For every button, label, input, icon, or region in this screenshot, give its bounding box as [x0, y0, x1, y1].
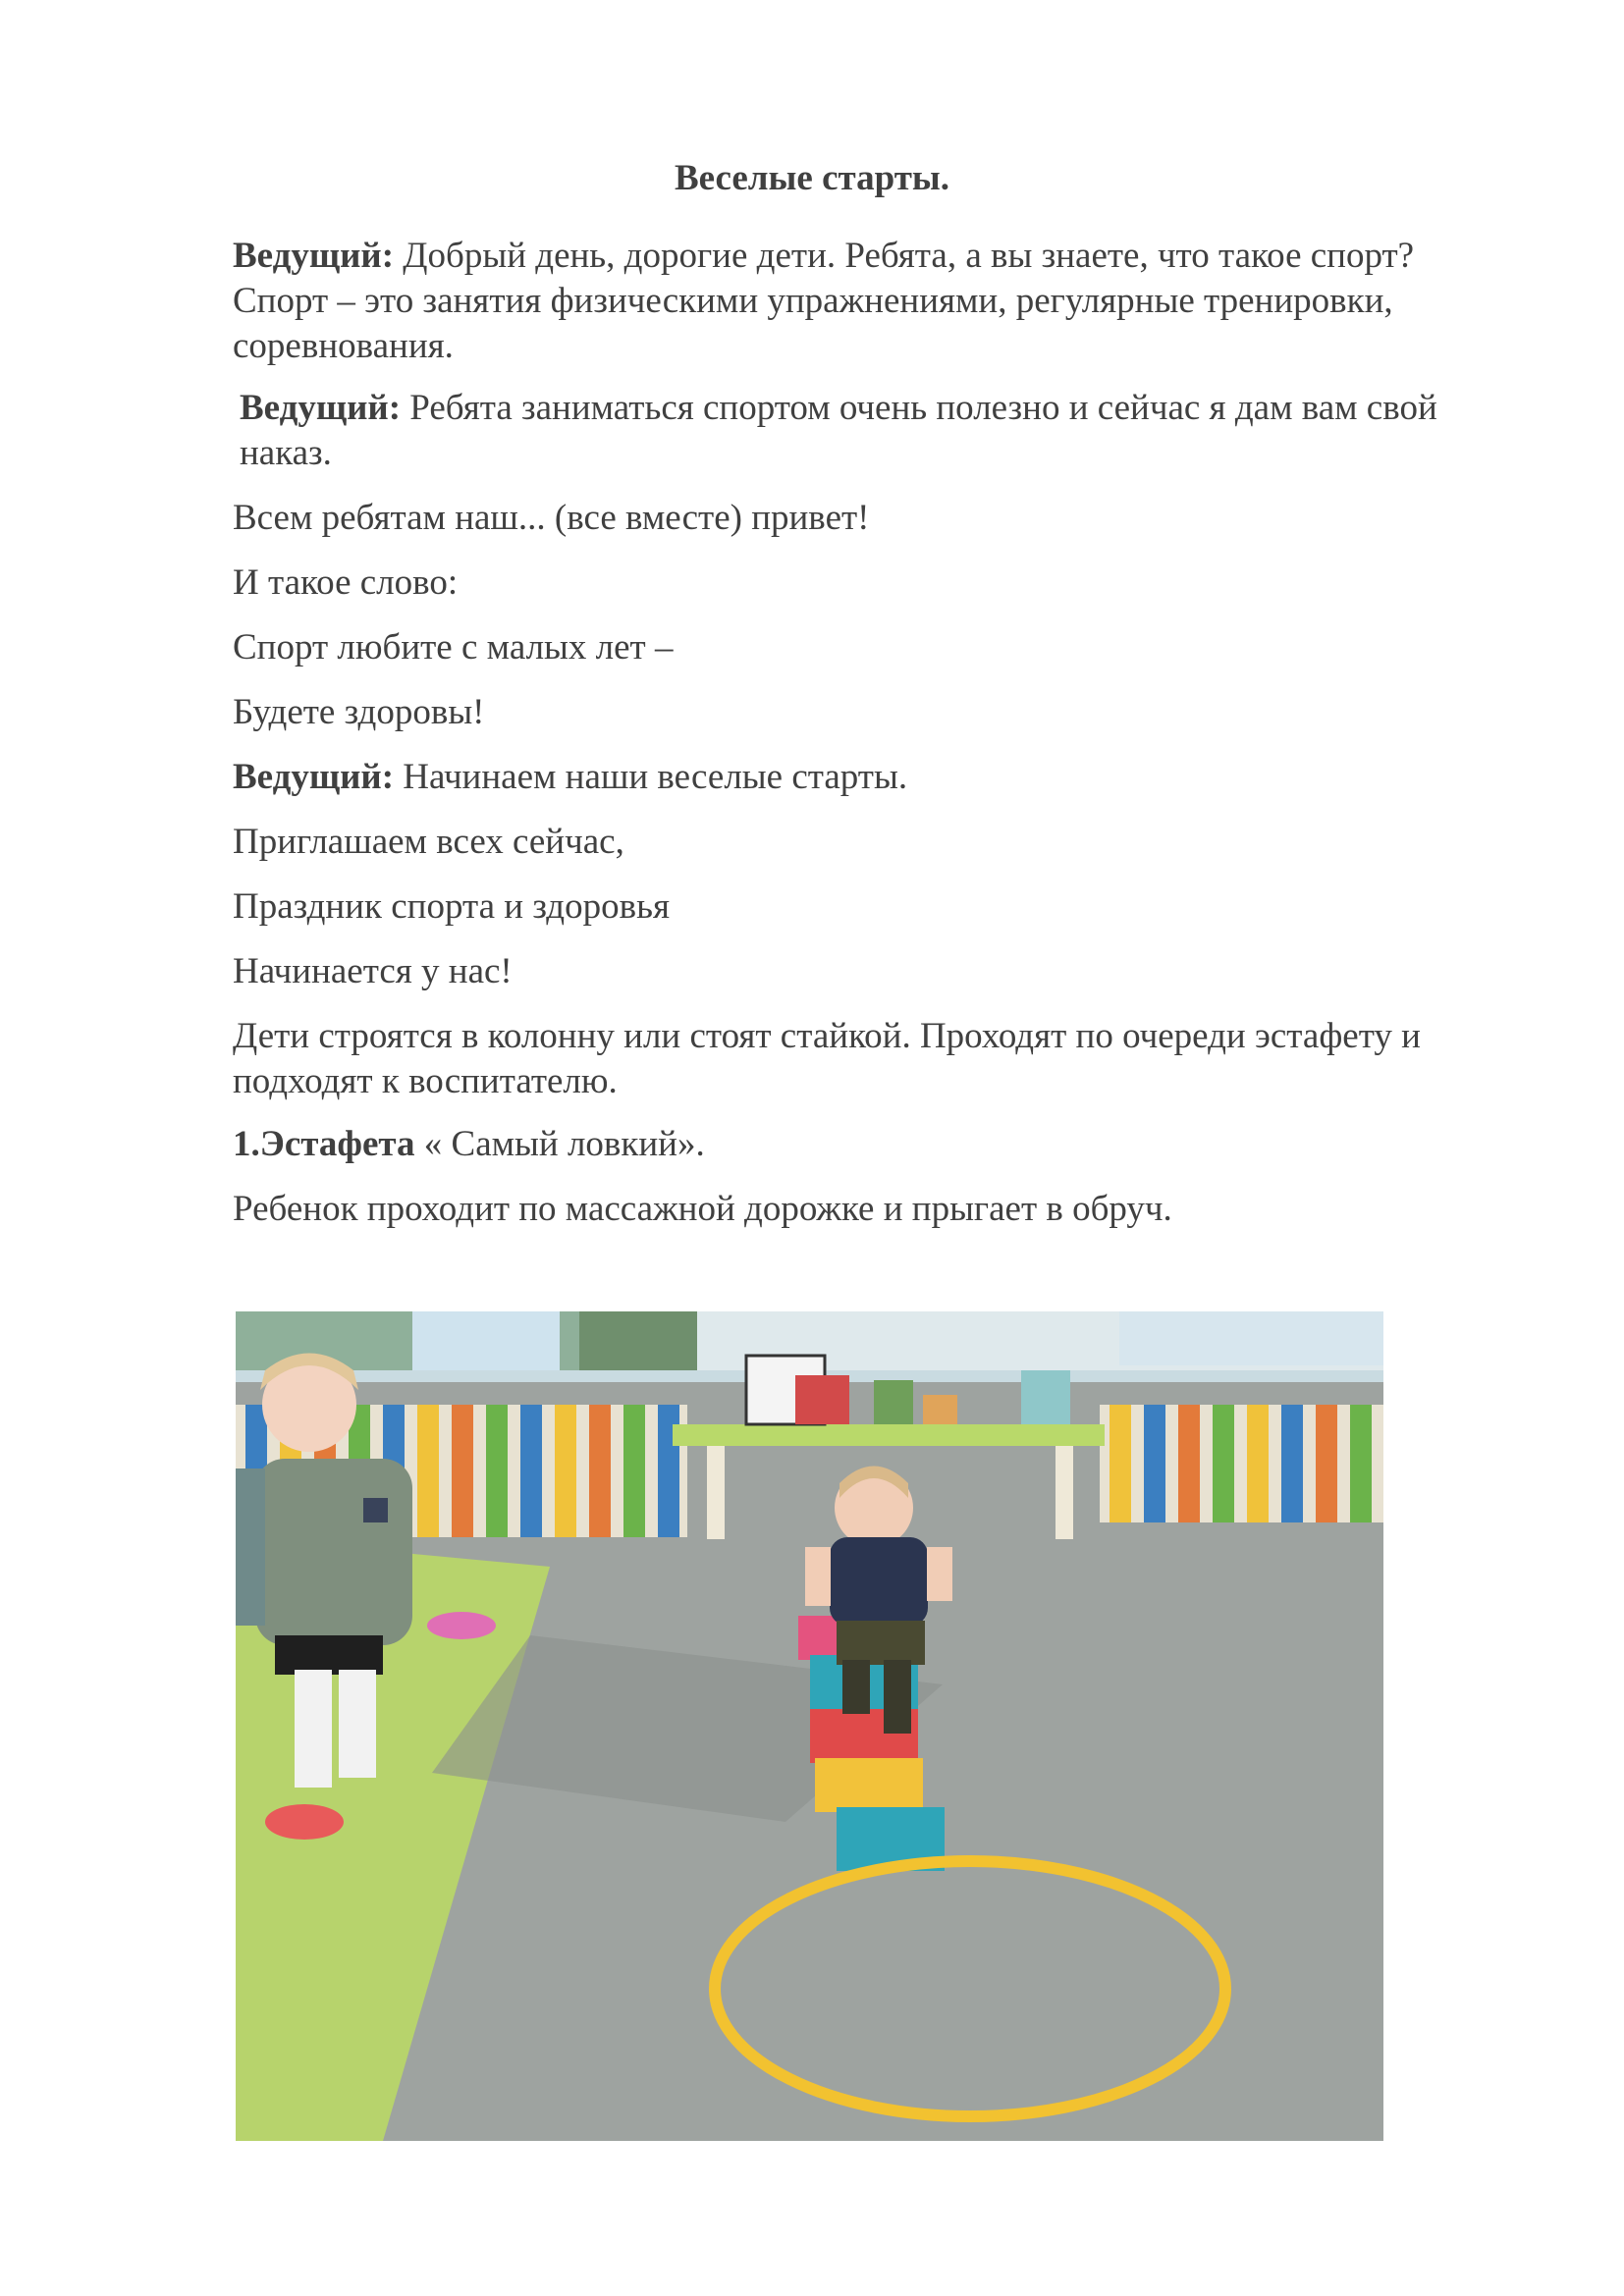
paragraph-text: Ребенок проходит по массажной дорожке и прыгает в обруч.	[233, 1189, 1172, 1229]
paragraph-6	[233, 690, 1509, 735]
paragraph-13	[233, 1187, 1509, 1232]
paragraph-1	[233, 234, 1509, 369]
paragraph-11	[233, 1014, 1509, 1104]
paragraph-text: Добрый день, дорогие дети. Ребята, а вы знаете, что такое спорт? Спорт – это занятия физическими упражнениями, регулярные тренировки, соревнования.	[233, 236, 1415, 366]
paragraph-text: Праздник спорта и здоровья	[233, 886, 670, 927]
paragraph-text: « Самый ловкий».	[414, 1124, 705, 1164]
relay-label: 1.Эстафета	[233, 1124, 415, 1164]
paragraph-3	[233, 496, 1509, 541]
paragraph-5	[233, 625, 1509, 670]
paragraph-text: Спорт любите с малых лет –	[233, 627, 674, 667]
paragraph-text: Будете здоровы!	[233, 692, 485, 732]
shelf	[673, 1424, 1105, 1446]
paragraph-text: Всем ребятам наш... (все вместе) привет!	[233, 498, 870, 538]
paragraph-text: Приглашаем всех сейчас,	[233, 822, 624, 862]
paragraph-2	[240, 386, 1516, 476]
paragraph-12	[233, 1122, 1509, 1167]
speaker-label: Ведущий:	[240, 388, 402, 428]
paragraph-text: Начинается у нас!	[233, 951, 513, 991]
paragraph-text: Начинаем наши веселые старты.	[394, 757, 908, 797]
relay-photo-illustration	[236, 1311, 1383, 2141]
paragraph-9	[233, 884, 1509, 930]
paragraph-4	[233, 561, 1509, 606]
paragraph-text: И такое слово:	[233, 562, 459, 603]
paragraph-text: Дети строятся в колонну или стоят стайкой. Проходят по очереди эстафету и подходят к воспитателю.	[233, 1016, 1421, 1101]
speaker-label: Ведущий:	[233, 236, 395, 276]
paragraph-8	[233, 820, 1509, 865]
document-title: Веселые старты.	[674, 158, 950, 198]
paragraph-text: Ребята заниматься спортом очень полезно и сейчас я дам вам свой наказ.	[240, 388, 1437, 473]
paragraph-10	[233, 949, 1509, 994]
relay-photo	[236, 1311, 1383, 2141]
speaker-label: Ведущий:	[233, 757, 395, 797]
paragraph-7	[233, 755, 1509, 800]
